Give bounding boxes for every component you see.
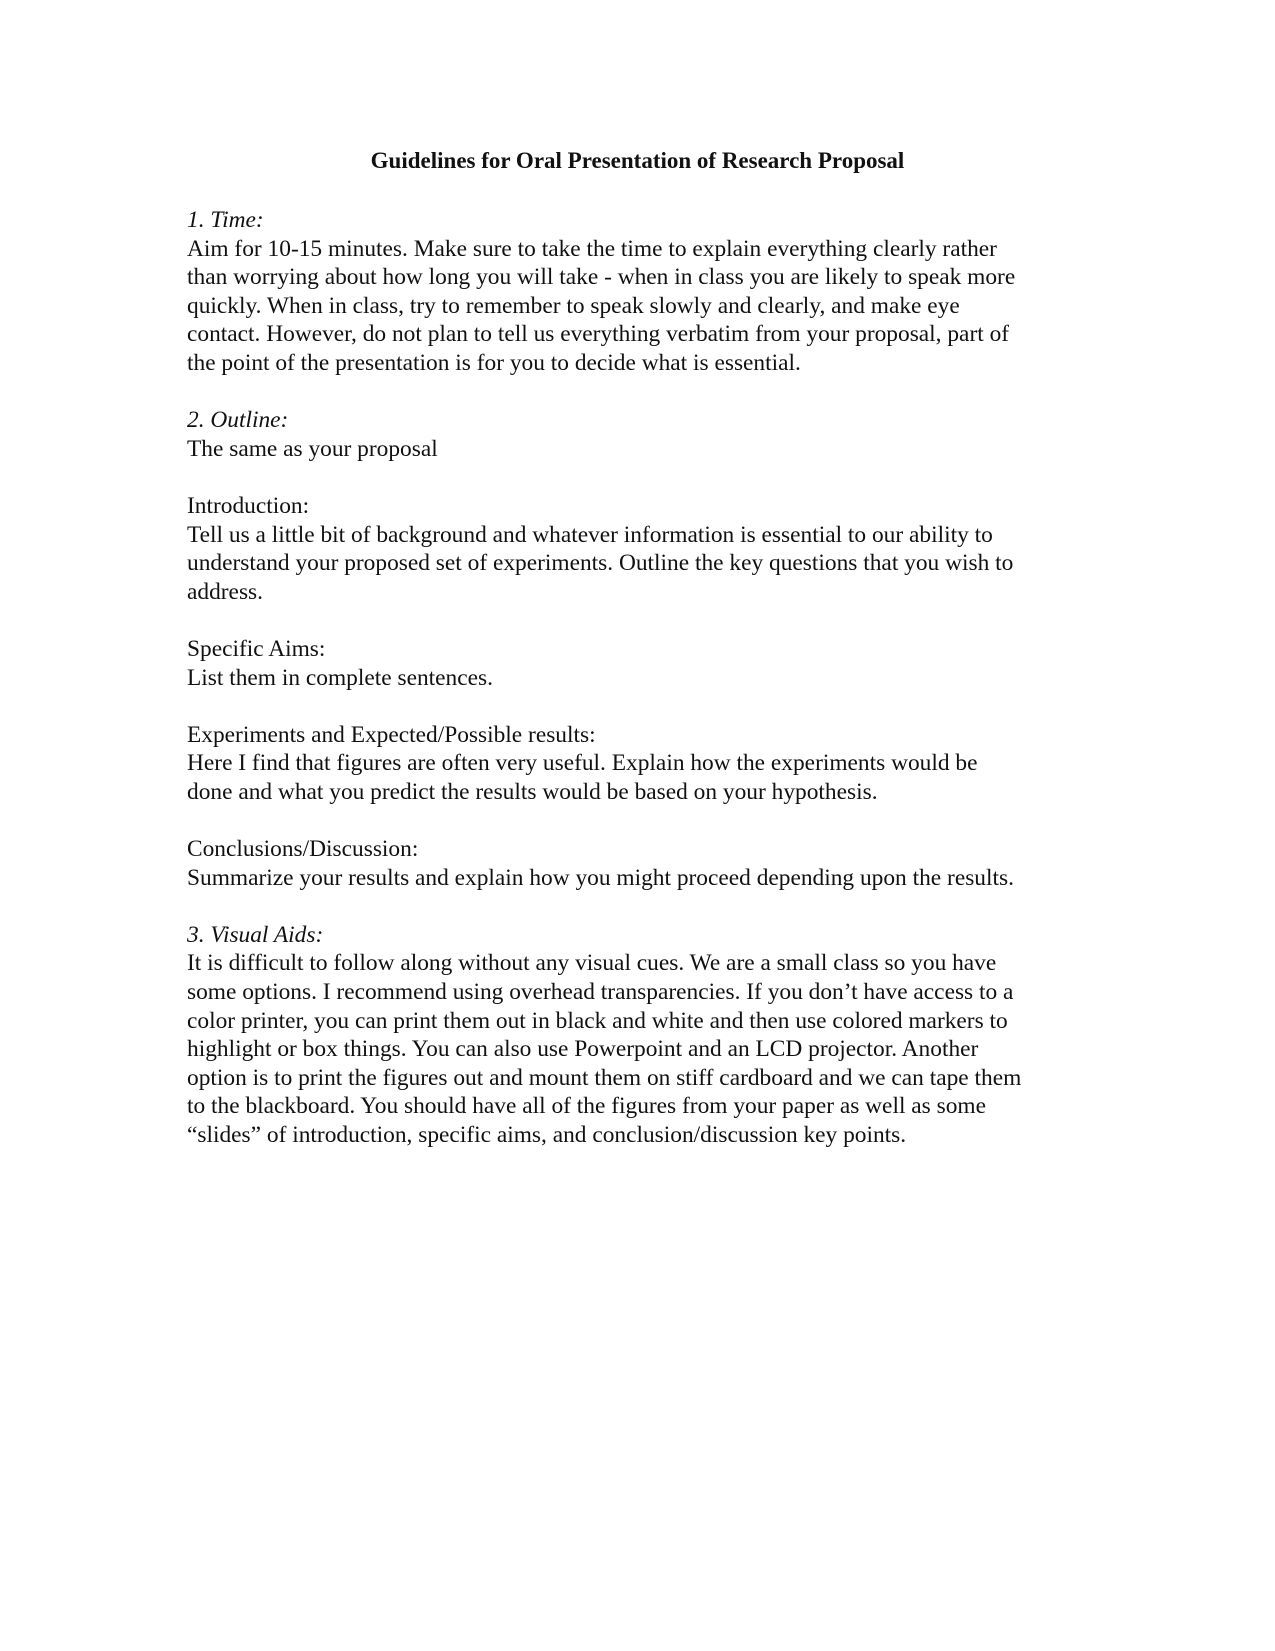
section-experiments (187, 721, 1087, 807)
paragraph-line: address. (187, 578, 263, 605)
paragraph-line: It is difficult to follow along without any visual cues. We are a small class so you have (187, 950, 997, 977)
subsection-heading: Specific Aims: (187, 635, 326, 662)
paragraph-line: Here I find that figures are often very useful. Explain how the experiments would be (187, 750, 978, 777)
section-heading: 1. Time: (187, 207, 264, 233)
subsection-heading: Introduction: (187, 492, 310, 519)
section-visual-aids (187, 921, 1087, 1150)
document-body (187, 206, 1087, 1178)
paragraph-line: understand your proposed set of experiments. Outline the key questions that you wish to (187, 550, 1014, 577)
section-conclusions (187, 835, 1087, 892)
paragraph-line: The same as your proposal (187, 435, 438, 462)
paragraph-line: Tell us a little bit of background and whatever information is essential to our ability to (187, 521, 993, 548)
section-outline (187, 406, 1087, 463)
paragraph-line: List them in complete sentences. (187, 664, 493, 691)
section-specific-aims (187, 635, 1087, 692)
paragraph-line: “slides” of introduction, specific aims, and conclusion/discussion key points. (187, 1122, 907, 1148)
paragraph-line: Aim for 10-15 minutes. Make sure to take the time to explain everything clearly rather (187, 235, 997, 262)
paragraph-line: the point of the presentation is for you to decide what is essential. (187, 349, 801, 376)
section-heading: 2. Outline: (187, 407, 289, 434)
paragraph-line: than worrying about how long you will take - when in class you are likely to speak more (187, 264, 1016, 291)
subsection-heading: Experiments and Expected/Possible results: (187, 721, 596, 748)
paragraph-line: option is to print the figures out and mount them on stiff cardboard and we can tape them (187, 1064, 1022, 1091)
paragraph-line: highlight or box things. You can also use Powerpoint and an LCD projector. Another (187, 1036, 979, 1063)
section-heading: 3. Visual Aids: (187, 921, 324, 948)
paragraph-line: color printer, you can print them out in black and white and then use colored markers to (187, 1007, 1008, 1034)
paragraph-line: to the blackboard. You should have all of the figures from your paper as well as some (187, 1093, 986, 1120)
subsection-heading: Conclusions/Discussion: (187, 836, 419, 863)
section-time (187, 206, 1087, 378)
paragraph-line: quickly. When in class, try to remember to speak slowly and clearly, and make eye (187, 292, 960, 319)
paragraph-line: done and what you predict the results would be based on your hypothesis. (187, 778, 878, 805)
paragraph-line: contact. However, do not plan to tell us everything verbatim from your proposal, part of (187, 321, 1010, 348)
paragraph-line: Summarize your results and explain how you might proceed depending upon the results. (187, 864, 1014, 891)
document-title: Guidelines for Oral Presentation of Research Proposal (370, 148, 905, 173)
section-introduction (187, 492, 1087, 606)
paragraph-line: some options. I recommend using overhead transparencies. If you don’t have access to a (187, 979, 1014, 1006)
